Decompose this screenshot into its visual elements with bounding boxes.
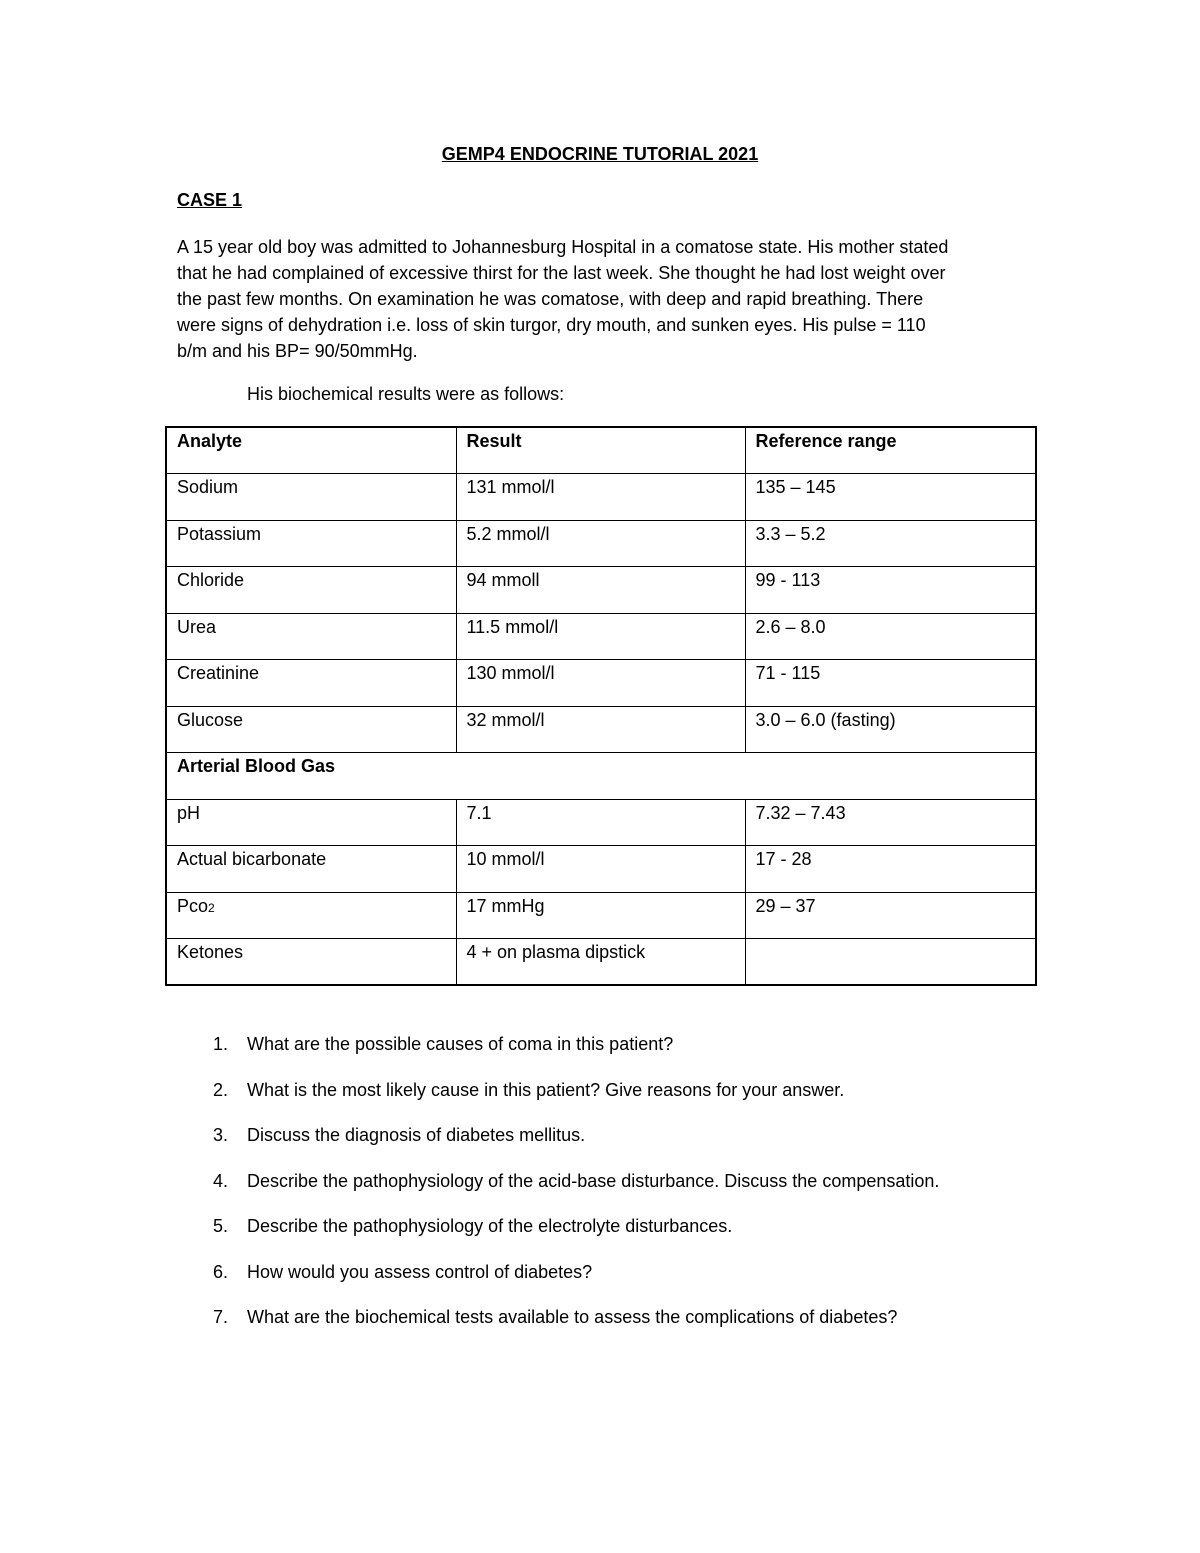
list-item: [177, 1079, 1037, 1125]
table-row: [166, 892, 1036, 939]
reference-cell: 99 - 113: [745, 567, 1036, 614]
question-number: 7.: [213, 1307, 229, 1327]
biochemical-results-table: [165, 426, 1037, 986]
reference-cell: 135 – 145: [745, 474, 1036, 521]
analyte-cell: Creatinine: [166, 660, 456, 707]
analyte-cell: Actual bicarbonate: [166, 846, 456, 893]
table-row: [166, 939, 1036, 986]
question-number: 5.: [213, 1216, 229, 1236]
header-reference-range: Reference range: [745, 427, 1036, 474]
section-label-arterial-blood-gas: Arterial Blood Gas: [166, 753, 1036, 800]
case-description-line: A 15 year old boy was admitted to Johannesburg Hospital in a comatose state. His mother stated: [177, 237, 949, 257]
question-text: Discuss the diagnosis of diabetes mellitus.: [247, 1125, 586, 1145]
result-cell: 5.2 mmol/l: [456, 520, 745, 567]
question-text: What are the biochemical tests available to assess the complications of diabetes?: [247, 1307, 898, 1327]
pco2-label: Pco: [177, 895, 209, 916]
pco2-subscript: 2: [208, 900, 215, 915]
table-row: [166, 567, 1036, 614]
question-text: How would you assess control of diabetes?: [247, 1261, 593, 1282]
table-row: [166, 474, 1036, 521]
list-item: [177, 1124, 1037, 1170]
list-item: [177, 1170, 1037, 1216]
case-description-line: were signs of dehydration i.e. loss of skin turgor, dry mouth, and sunken eyes. His pulse = 110: [177, 315, 926, 335]
question-text: Describe the pathophysiology of the acid-base disturbance. Discuss the compensation.: [247, 1170, 940, 1191]
analyte-cell: Urea: [166, 613, 456, 660]
case-description: [177, 234, 1037, 364]
result-cell: 17 mmHg: [456, 892, 745, 939]
analyte-cell: Glucose: [166, 706, 456, 753]
question-number: 2.: [213, 1079, 229, 1100]
list-item: [177, 1215, 1037, 1261]
table-row: [166, 520, 1036, 567]
table-section-row: [166, 753, 1036, 800]
reference-cell: 17 - 28: [745, 846, 1036, 893]
question-list: [177, 1033, 1037, 1352]
analyte-cell: pH: [166, 799, 456, 846]
table-row: [166, 660, 1036, 707]
table-row: [166, 799, 1036, 846]
reference-cell: 71 - 115: [745, 660, 1036, 707]
question-text: Describe the pathophysiology of the electrolyte disturbances.: [247, 1216, 733, 1236]
question-number: 6.: [213, 1261, 229, 1282]
result-cell: 11.5 mmol/l: [456, 613, 745, 660]
result-cell: 94 mmoll: [456, 567, 745, 614]
reference-cell: 2.6 – 8.0: [745, 613, 1036, 660]
result-cell: 4 + on plasma dipstick: [456, 939, 745, 986]
case-heading: CASE 1: [177, 190, 243, 210]
question-text: What are the possible causes of coma in this patient?: [247, 1034, 674, 1054]
question-number: 3.: [213, 1125, 229, 1145]
reference-cell: [745, 939, 1036, 986]
analyte-cell: Potassium: [166, 520, 456, 567]
question-number: 1.: [213, 1034, 229, 1054]
analyte-cell: Sodium: [166, 474, 456, 521]
document-title: GEMP4 ENDOCRINE TUTORIAL 2021: [441, 144, 759, 164]
table-row: [166, 706, 1036, 753]
case-description-line: the past few months. On examination he was comatose, with deep and rapid breathing. There: [177, 289, 924, 309]
header-result: Result: [456, 427, 745, 474]
reference-cell: 29 – 37: [745, 892, 1036, 939]
result-cell: 32 mmol/l: [456, 706, 745, 753]
list-item: [177, 1033, 1037, 1079]
case-description-line: that he had complained of excessive thirst for the last week. She thought he had lost weight over: [177, 263, 946, 283]
table-row: [166, 846, 1036, 893]
result-cell: 131 mmol/l: [456, 474, 745, 521]
reference-cell: 3.3 – 5.2: [745, 520, 1036, 567]
header-analyte: Analyte: [166, 427, 456, 474]
list-item: [177, 1306, 1037, 1352]
results-intro: His biochemical results were as follows:: [247, 384, 565, 404]
analyte-cell: Chloride: [166, 567, 456, 614]
result-cell: 10 mmol/l: [456, 846, 745, 893]
reference-cell: 7.32 – 7.43: [745, 799, 1036, 846]
result-cell: 7.1: [456, 799, 745, 846]
case-description-line: b/m and his BP= 90/50mmHg.: [177, 341, 418, 361]
question-number: 4.: [213, 1170, 229, 1191]
analyte-cell: Ketones: [166, 939, 456, 986]
table-row: [166, 613, 1036, 660]
question-text: What is the most likely cause in this patient? Give reasons for your answer.: [247, 1079, 845, 1100]
reference-cell: 3.0 – 6.0 (fasting): [745, 706, 1036, 753]
result-cell: 130 mmol/l: [456, 660, 745, 707]
table-header-row: [166, 427, 1036, 474]
list-item: [177, 1261, 1037, 1307]
analyte-cell: [166, 892, 456, 939]
